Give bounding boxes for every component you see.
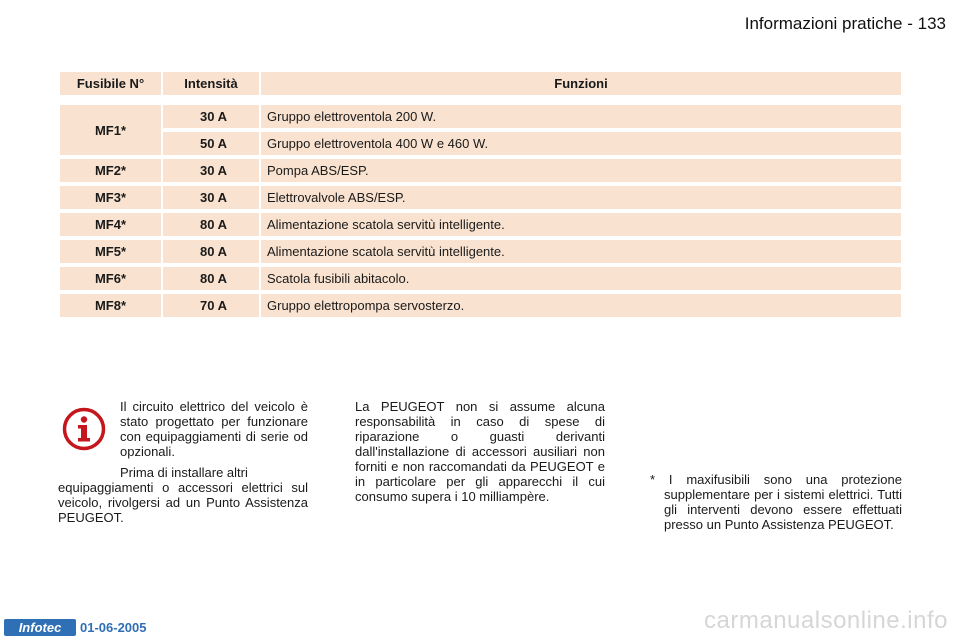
amp-cell: 70 A — [163, 294, 259, 317]
info-paragraph: Il circuito elettrico del veicolo è stato progettato per funzionare con equipaggiamenti di serie od opzionali. — [120, 399, 308, 459]
info-paragraph-rest: equipaggiamenti o accessori elettrici sul veicolo, rivolgersi ad un Punto Assistenza PEUGEOT. — [58, 480, 308, 525]
disclaimer-paragraph: La PEUGEOT non si assume alcuna responsabilità in caso di spese di riparazione o guasti derivanti dall'installazione di accessori ausiliari non forniti e non raccomandati da PEUGEOT e in particolare per gli apparecchi il cui consumo supera i 10 milliampère. — [355, 399, 605, 504]
table-row — [60, 159, 901, 182]
amp-cell: 30 A — [163, 186, 259, 209]
amp-cell: 80 A — [163, 240, 259, 263]
amp-cell: 30 A — [163, 159, 259, 182]
table-row — [60, 267, 901, 290]
footnote — [650, 472, 902, 532]
function-cell: Gruppo elettroventola 200 W. — [261, 105, 901, 128]
fuse-cell: MF3* — [60, 186, 161, 209]
amp-cell: 50 A — [163, 132, 259, 155]
info-paragraph-start: Prima di installare altri — [120, 465, 248, 480]
amp-cell: 80 A — [163, 267, 259, 290]
table-header-row — [60, 72, 901, 95]
fuse-cell: MF4* — [60, 213, 161, 236]
function-cell: Alimentazione scatola servitù intelligente. — [261, 213, 901, 236]
header-intensity: Intensità — [163, 72, 259, 95]
table-row — [60, 294, 901, 317]
page-title: Informazioni pratiche - 133 — [744, 14, 946, 33]
info-note — [58, 399, 308, 531]
fuse-cell: MF5* — [60, 240, 161, 263]
table-row — [60, 186, 901, 209]
function-cell: Scatola fusibili abitacolo. — [261, 267, 901, 290]
table-row — [60, 240, 901, 263]
fuse-cell: MF6* — [60, 267, 161, 290]
table-row — [60, 213, 901, 236]
header-functions: Funzioni — [261, 72, 901, 95]
function-cell: Gruppo elettropompa servosterzo. — [261, 294, 901, 317]
fuse-table — [58, 68, 903, 321]
fuse-cell: MF1* — [60, 105, 161, 155]
footnote-paragraph: * I maxifusibili sono una protezione supplementare per i sistemi elettrici. Tutti gli interventi devono essere effettuati presso un Punto Assistenza PEUGEOT. — [650, 472, 902, 532]
function-cell: Gruppo elettroventola 400 W e 460 W. — [261, 132, 901, 155]
fuse-cell: MF2* — [60, 159, 161, 182]
infotec-logo: Infotec — [4, 619, 76, 636]
watermark: carmanualsonline.info — [704, 607, 948, 634]
disclaimer-text — [355, 399, 605, 510]
header-fuse-number: Fusibile N° — [60, 72, 161, 95]
function-cell: Alimentazione scatola servitù intelligente. — [261, 240, 901, 263]
amp-cell: 80 A — [163, 213, 259, 236]
fuse-cell: MF8* — [60, 294, 161, 317]
table-row — [60, 132, 901, 155]
amp-cell: 30 A — [163, 105, 259, 128]
function-cell: Pompa ABS/ESP. — [261, 159, 901, 182]
table-row — [60, 105, 901, 128]
function-cell: Elettrovalvole ABS/ESP. — [261, 186, 901, 209]
footer-date: 01-06-2005 — [80, 620, 147, 635]
